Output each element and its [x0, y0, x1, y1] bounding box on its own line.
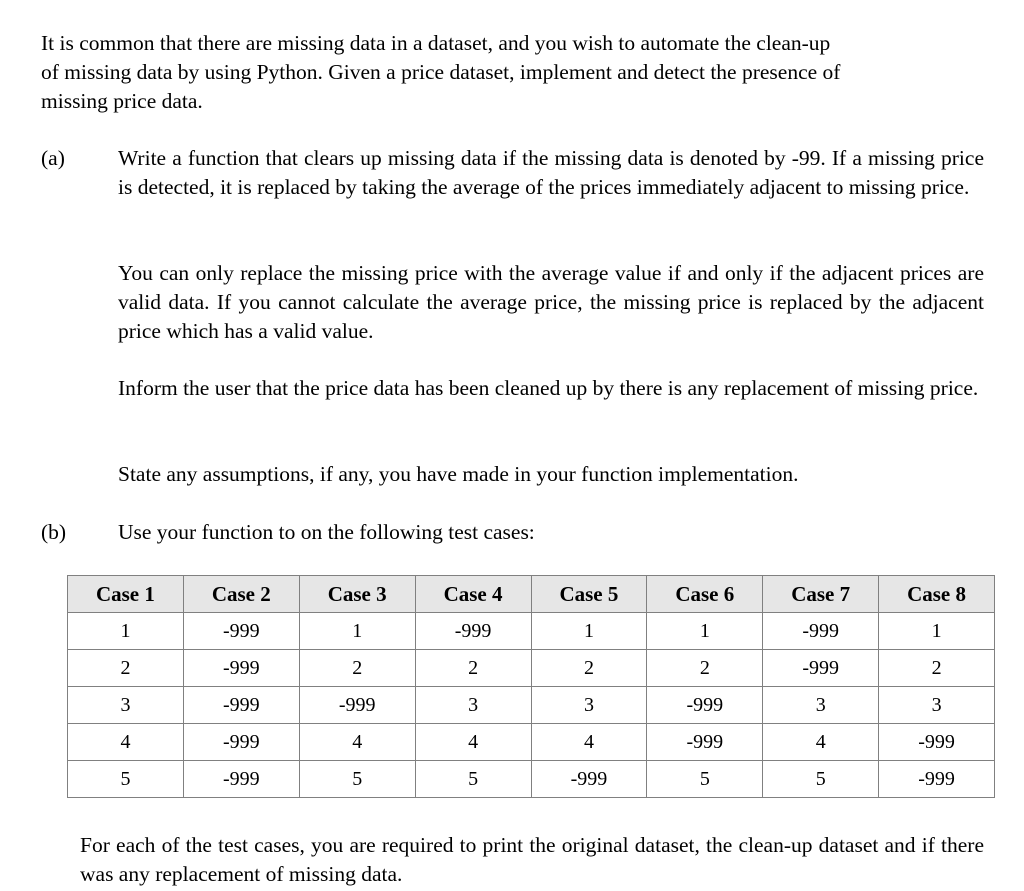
table-cell: -999 — [299, 687, 415, 724]
table-cell: 5 — [763, 761, 879, 798]
table-cell: 2 — [68, 650, 184, 687]
table-cell: -999 — [183, 761, 299, 798]
table-cell: -999 — [763, 650, 879, 687]
table-cell: 1 — [68, 613, 184, 650]
table-cell: 4 — [299, 724, 415, 761]
header-case-6: Case 6 — [647, 576, 763, 613]
table-row — [68, 761, 995, 798]
table-row — [68, 650, 995, 687]
table-cell: 3 — [68, 687, 184, 724]
part-a-paragraph-3: Inform the user that the price data has been cleaned up by there is any replacement of missing price. — [118, 376, 979, 400]
table-cell: 1 — [879, 613, 995, 650]
part-a-label: (a) — [41, 146, 65, 170]
table-cell: 1 — [299, 613, 415, 650]
table-cell: 1 — [531, 613, 647, 650]
table-cell: 2 — [879, 650, 995, 687]
table-cell: 1 — [647, 613, 763, 650]
table-cell: 4 — [763, 724, 879, 761]
intro-line-1: It is common that there are missing data in a dataset, and you wish to automate the clean-up — [41, 31, 831, 55]
table-cell: 3 — [879, 687, 995, 724]
table-cell: -999 — [879, 761, 995, 798]
table-cell: 3 — [531, 687, 647, 724]
header-case-8: Case 8 — [879, 576, 995, 613]
table-row — [68, 687, 995, 724]
part-a-paragraph-2: You can only replace the missing price with the average value if and only if the adjacent prices are valid data. If you cannot calculate the average price, the missing price is replaced by the adjacent price which has a valid value. — [118, 261, 984, 343]
table-cell: 2 — [647, 650, 763, 687]
table-cell: 4 — [68, 724, 184, 761]
header-case-4: Case 4 — [415, 576, 531, 613]
test-cases-table — [67, 575, 995, 798]
header-case-7: Case 7 — [763, 576, 879, 613]
table-cell: 2 — [415, 650, 531, 687]
table-row — [68, 724, 995, 761]
header-case-1: Case 1 — [68, 576, 184, 613]
table-cell: 3 — [763, 687, 879, 724]
table-cell: 4 — [531, 724, 647, 761]
table-row — [68, 613, 995, 650]
table-cell: -999 — [647, 724, 763, 761]
header-case-3: Case 3 — [299, 576, 415, 613]
table-cell: 5 — [647, 761, 763, 798]
header-case-2: Case 2 — [183, 576, 299, 613]
table-cell: -999 — [415, 613, 531, 650]
table-cell: -999 — [183, 687, 299, 724]
table-cell: 4 — [415, 724, 531, 761]
table-cell: -999 — [183, 613, 299, 650]
part-a-paragraph-1: Write a function that clears up missing data if the missing data is denoted by -99. If a missing price is detected, it is replaced by taking the average of the prices immediately adjacent to missing price. — [118, 146, 984, 199]
table-cell: -999 — [879, 724, 995, 761]
table-cell: 5 — [68, 761, 184, 798]
intro-line-3: missing price data. — [41, 89, 203, 113]
table-cell: 2 — [299, 650, 415, 687]
table-cell: -999 — [647, 687, 763, 724]
table-cell: -999 — [183, 724, 299, 761]
intro-line-2: of missing data by using Python. Given a price dataset, implement and detect the presence of — [41, 60, 841, 84]
header-case-5: Case 5 — [531, 576, 647, 613]
table-cell: 2 — [531, 650, 647, 687]
table-cell: 5 — [299, 761, 415, 798]
table-header-row — [68, 576, 995, 613]
part-b-label: (b) — [41, 520, 67, 544]
part-a-paragraph-4: State any assumptions, if any, you have made in your function implementation. — [118, 462, 799, 486]
table-cell: -999 — [763, 613, 879, 650]
table-cell: -999 — [531, 761, 647, 798]
table-cell: 3 — [415, 687, 531, 724]
footer-paragraph: For each of the test cases, you are required to print the original dataset, the clean-up dataset and if there was any replacement of missing data. — [80, 833, 984, 886]
table-cell: 5 — [415, 761, 531, 798]
table-cell: -999 — [183, 650, 299, 687]
part-b-paragraph-1: Use your function to on the following test cases: — [118, 520, 535, 544]
